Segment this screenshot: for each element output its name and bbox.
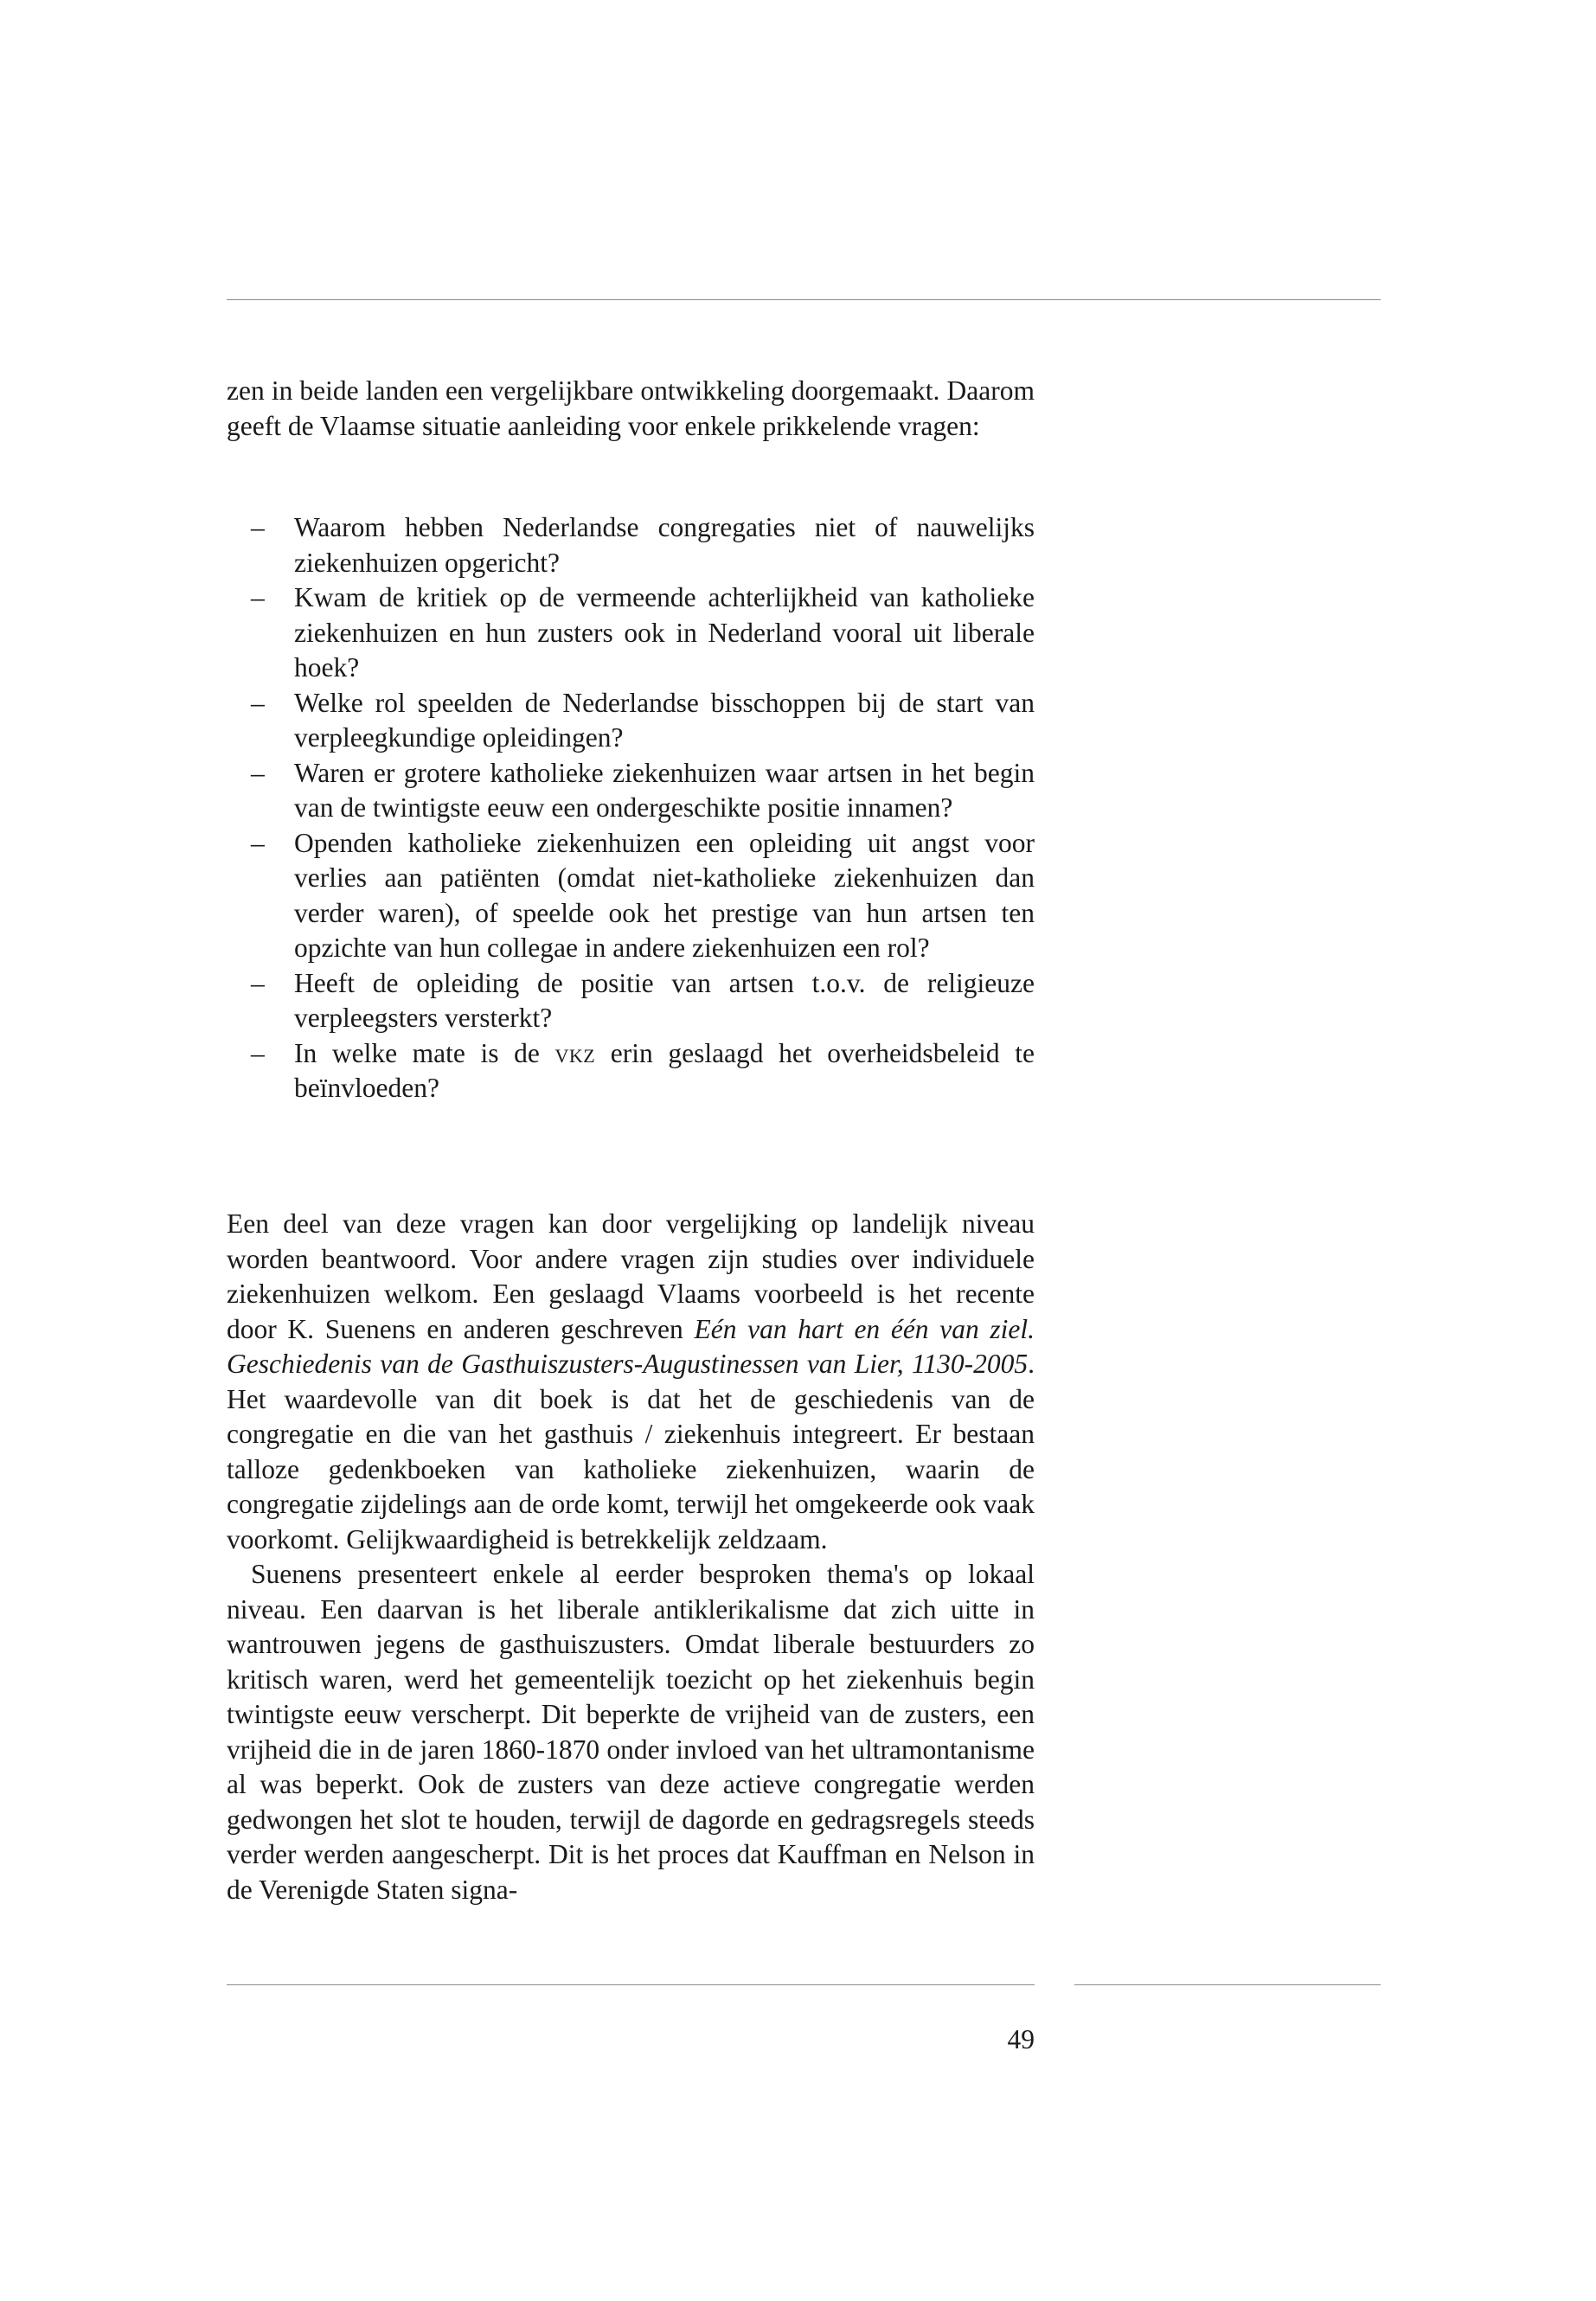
body-paragraph-1 [227, 1207, 1035, 1557]
list-dash: – [251, 827, 265, 858]
list-dash: – [251, 967, 265, 998]
list-dash: – [251, 687, 265, 718]
book-title: Eén van hart en één van ziel. Geschiedenis van de Gasthuiszusters-Augustinessen van Lier, 1130-2005 [227, 1313, 1035, 1379]
list-item-text: Waarom hebben Nederlandse congregaties niet of nauwelijks ziekenhuizen opgericht? [294, 512, 1035, 578]
vkz-abbreviation: vkz [554, 1037, 596, 1068]
intro-text: zen in beide landen een vergelijkbare ontwikkeling doorgemaakt. Daarom geeft de Vlaamse situatie aanleiding voor enkele prikkelende vragen: [227, 375, 1035, 441]
list-item-text-end: erin geslaagd het overheidsbeleid te beïnvloeden? [294, 1037, 1035, 1103]
bottom-rule-left [227, 1984, 1035, 1985]
paragraph-1-start: Een deel van deze vragen kan door vergelijking op landelijk niveau worden beantwoord. Voor andere vragen zijn studies over individuele ziekenhuizen welkom. Een geslaagd Vlaams voorbeeld is het recente door K. Suenens en anderen geschreven [227, 1208, 1035, 1344]
list-item [227, 1036, 1035, 1106]
list-item [227, 580, 1035, 686]
top-rule [227, 299, 1381, 300]
question-list [227, 510, 1035, 1106]
list-dash: – [251, 1037, 265, 1068]
list-item [227, 826, 1035, 966]
list-item-text: Welke rol speelden de Nederlandse bisschoppen bij de start van verpleegkundige opleidingen? [294, 687, 1035, 753]
list-item [227, 510, 1035, 580]
list-item-text: Kwam de kritiek op de vermeende achterlijkheid van katholieke ziekenhuizen en hun zusters ook in Nederland vooral uit liberale hoek? [294, 582, 1035, 683]
page-number: 49 [1007, 2024, 1035, 2054]
list-item-text: Openden katholieke ziekenhuizen een opleiding uit angst voor verlies aan patiënten (omdat niet-katholieke ziekenhuizen dan verder waren), of speelde ook het prestige van hun artsen ten opzichte van hun collegae in andere ziekenhuizen een rol? [294, 827, 1035, 963]
list-item-text-start: In welke mate is de [294, 1037, 555, 1068]
list-item [227, 966, 1035, 1036]
body-text [227, 1207, 1035, 1907]
list-item [227, 686, 1035, 756]
paragraph-1-end: . Het waardevolle van dit boek is dat het de geschiedenis van de congregatie en die van het gasthuis / ziekenhuis integreert. Er bestaan talloze gedenkboeken van katholieke ziekenhuizen, waarin de congregatie zijdelings aan de orde komt, terwijl het omgekeerde ook vaak voorkomt. Gelijkwaardigheid is betrekkelijk zeldzaam. [227, 1349, 1035, 1554]
list-dash: – [251, 582, 265, 612]
list-item-text: Waren er grotere katholieke ziekenhuizen waar artsen in het begin van de twintigste eeuw een ondergeschikte positie innamen? [294, 757, 1035, 823]
bottom-rule-right [1074, 1984, 1381, 1985]
list-dash: – [251, 757, 265, 788]
body-paragraph-2: Suenens presenteert enkele al eerder besproken thema's op lokaal niveau. Een daarvan is het liberale antiklerikalisme dat zich uitte in wantrouwen jegens de gasthuiszusters. Omdat liberale bestuurders zo kritisch waren, werd het gemeentelijk toezicht op het ziekenhuis begin twintigste eeuw verscherpt. Dit beperkte de vrijheid van de zusters, een vrijheid die in de jaren 1860-1870 onder invloed van het ultramontanisme al was beperkt. Ook de zusters van deze actieve congregatie werden gedwongen het slot te houden, terwijl de dagorde en gedragsregels steeds verder werden aangescherpt. Dit is het proces dat Kauffman en Nelson in de Verenigde Staten signa- [227, 1559, 1035, 1905]
list-item-text: Heeft de opleiding de positie van artsen t.o.v. de religieuze verpleegsters versterkt? [294, 967, 1035, 1033]
intro-paragraph [227, 374, 1035, 444]
list-dash: – [251, 512, 265, 542]
list-item [227, 756, 1035, 826]
